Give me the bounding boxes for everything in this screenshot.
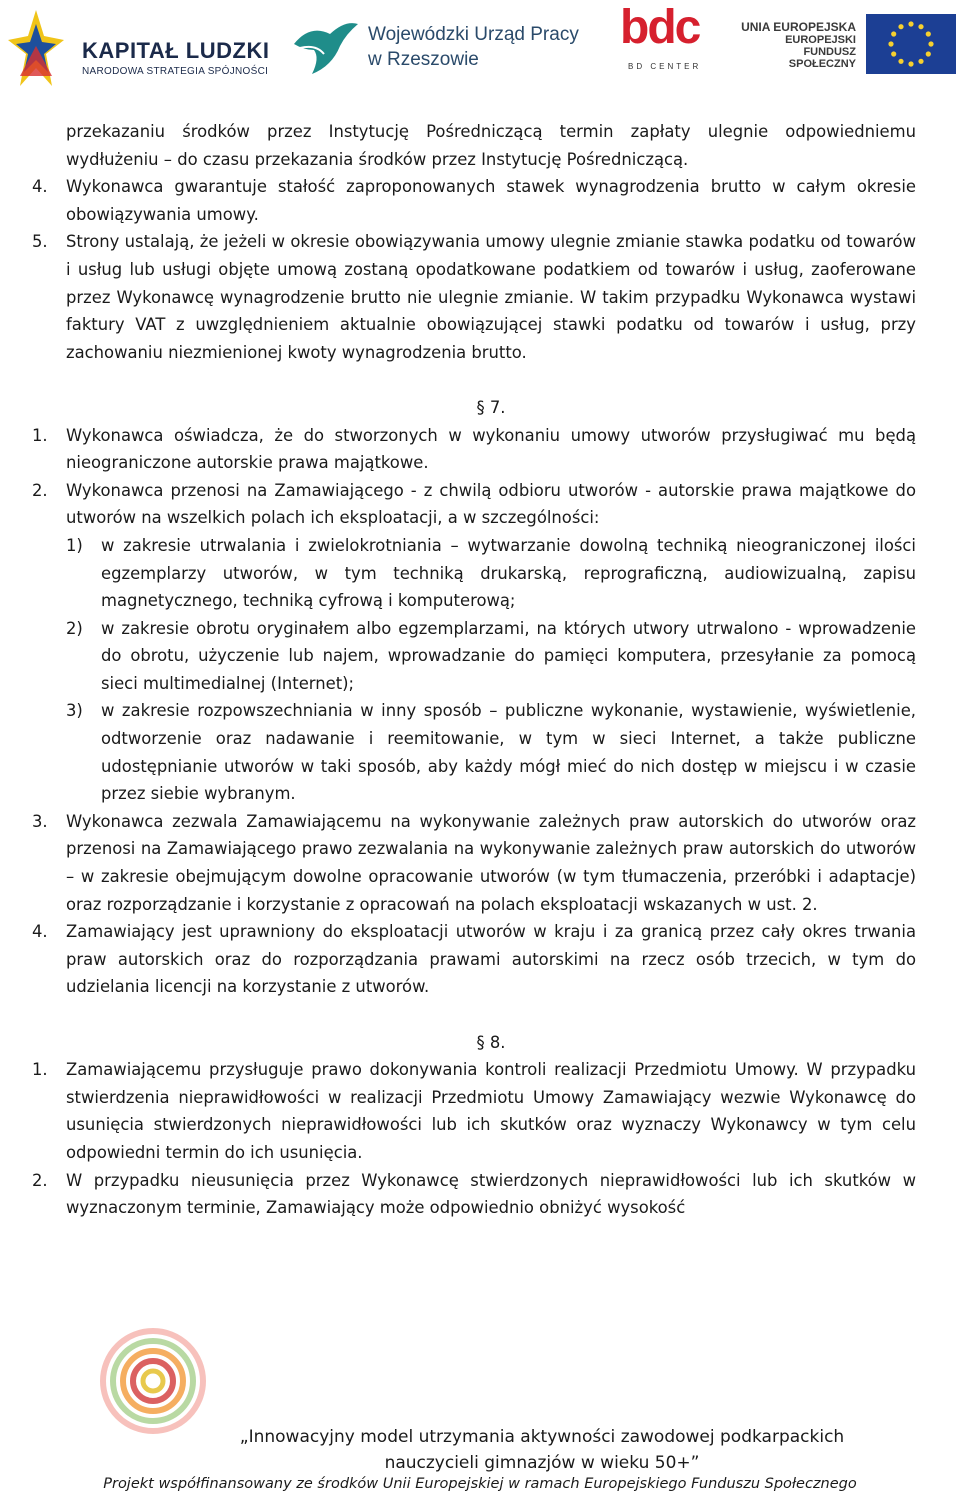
list-number: 3.	[32, 811, 48, 831]
list-item	[32, 228, 916, 366]
list-number: 5.	[32, 232, 48, 252]
footer-title-line1: „Innowacyjny model utrzymania aktywności zawodowej podkarpackich	[239, 1427, 845, 1447]
list-text: Wykonawca gwarantuje stałość zaproponowanych stawek wynagrodzenia brutto w całym okresie obowiązywania umowy.	[66, 177, 916, 224]
bdc-subtitle: BD CENTER	[628, 62, 702, 71]
list-text: Wykonawca przenosi na Zamawiającego - z chwilą odbioru utworów - autorskie prawa majątkowe do utworów na wszelkich polach ich eksploatacji, a w szczególności:	[66, 480, 916, 528]
sub-list-item	[32, 697, 916, 807]
list-text: Zamawiający jest uprawniony do eksploatacji utworów w kraju i za granicą przez cały okres trwania praw autorskich oraz do rozporządzania prawami autorskimi na rzecz osób trzecich, w tym do udzielania licencji na korzystanie z utworów.	[66, 922, 916, 997]
list-item	[32, 477, 916, 532]
kapital-ludzki-subtitle: NARODOWA STRATEGIA SPÓJNOŚCI	[82, 66, 269, 77]
list-number: 1.	[32, 425, 48, 445]
eu-fund-line2: FUNDUSZ SPOŁECZNY	[788, 46, 856, 70]
list-number: 1.	[32, 1060, 48, 1080]
sub-list-number: 1)	[66, 535, 83, 555]
list-text: Zamawiającemu przysługuje prawo dokonywania kontroli realizacji Przedmiotu Umowy. W przypadku stwierdzenia nieprawidłowości w realizacji Przedmiotu Umowy Zamawiający wezwie Wykonawcę do usunięcia stwierdzonych nieprawidłowości lub ich skutków oraz wyznaczy Wykonawcy w tym celu odpowiedni termin do ich usunięcia.	[66, 1060, 916, 1162]
footer-title-line2: nauczycieli gimnazjów w wieku 50+”	[384, 1453, 700, 1473]
project-swirl-logo-icon	[94, 1322, 212, 1440]
footer-cofinancing: Projekt współfinansowany ze środków Unii Europejskiej w ramach Europejskiego Funduszu Społecznego	[103, 1476, 857, 1492]
footer-project-title	[62, 1424, 960, 1476]
sub-list-number: 2)	[66, 618, 83, 638]
section-heading-7: § 7.	[476, 397, 506, 417]
list-text: W przypadku nieusunięcia przez Wykonawcę stwierdzonych nieprawidłowości lub ich skutków w wyznaczonym terminie, Zamawiający może odpowiednio obniżyć wysokość	[66, 1170, 916, 1218]
list-item	[32, 918, 916, 1001]
eu-text	[736, 20, 856, 70]
kapital-ludzki-star-icon	[6, 6, 66, 90]
section-heading-8: § 8.	[476, 1032, 506, 1052]
list-text: Wykonawca oświadcza, że do stworzonych w wykonaniu umowy utworów przysługiwać mu będą nieograniczone autorskie prawa majątkowe.	[66, 425, 916, 473]
sub-list-number: 3)	[66, 701, 83, 721]
list-number: 4.	[32, 177, 48, 197]
list-item	[32, 808, 916, 918]
list-number: 2.	[32, 1170, 48, 1190]
list-text: Strony ustalają, że jeżeli w okresie obowiązywania umowy ulegnie zmianie stawka podatku od towarów i usług lub usługi objęte umową zostaną opodatkowane podatkiem od towarów i usług, zaoferowane przez Wykonawcę wynagrodzenie brutto nie ulegnie zmianie. W takim przypadku Wykonawca wystawi faktury VAT z uwzględnieniem aktualnie obowiązującej stawki podatku od towarów i usług, przy zachowaniu niezmienionej kwoty wynagrodzenia brutto.	[66, 232, 916, 362]
sub-list-text: w zakresie utrwalania i zwielokrotniania – wytwarzanie dowolną techniką nieograniczonej ilości egzemplarzy utworów, w tym techniką drukarską, reprograficzną, audiowizualną, zapisu magnetycznego, techniką cyfrową i komputerową;	[101, 535, 916, 611]
sub-list-item	[32, 532, 916, 615]
paragraph-text: przekazaniu środków przez Instytucję Pośredniczącą termin zapłaty ulegnie odpowiedniemu wydłużeniu – do czasu przekazania środków przez Instytucję Pośredniczącą.	[66, 122, 916, 169]
eu-flag-icon	[866, 14, 956, 74]
kapital-ludzki-title: KAPITAŁ LUDZKI	[82, 38, 270, 63]
sub-list-text: w zakresie rozpowszechniania w inny sposób – publiczne wykonanie, wystawienie, wyświetlenie, odtworzenie oraz nadawanie i reemitowanie, w tym w sieci Internet, a także publiczne udostępnianie utworów w taki sposób, aby każdy mógł mieć do nich dostęp w miejscu i w czasie przez siebie wybranym.	[101, 701, 916, 804]
wup-logo	[290, 14, 590, 84]
list-item	[32, 1167, 916, 1222]
header-logos	[0, 0, 960, 95]
document-body	[32, 118, 916, 1222]
kapital-ludzki-logo	[6, 6, 276, 90]
list-item	[32, 173, 916, 228]
list-item	[32, 422, 916, 477]
wup-bird-icon	[290, 14, 360, 78]
list-number: 4.	[32, 922, 48, 942]
wup-title-line1: Wojewódzki Urząd Pracy	[368, 24, 579, 45]
eu-title: UNIA EUROPEJSKA	[741, 20, 856, 34]
list-number: 2.	[32, 480, 48, 500]
list-text: Wykonawca zezwala Zamawiającemu na wykonywanie zależnych praw autorskich do utworów oraz przenosi na Zamawiającego prawo zezwalania na wykonywanie zależnych praw autorskich do utworów – w zakresie obejmującym dowolne opracowanie utworów (w tym tłumaczenia, przeróbki i adaptacje) oraz rozporządzanie i korzystanie z opracowań na polach eksploatacji wskazanych w ust. 2.	[66, 811, 916, 914]
bdc-logo	[620, 1, 715, 78]
eu-fund-line1: EUROPEJSKI	[785, 34, 856, 46]
paragraph	[32, 118, 916, 173]
eu-logo	[736, 14, 958, 76]
list-item	[32, 1056, 916, 1166]
sub-list-item	[32, 615, 916, 698]
sub-list-text: w zakresie obrotu oryginałem albo egzemplarzami, na których utwory utrwalono - wprowadzenie do obrotu, użyczenie lub najem, wprowadzanie do pamięci komputera, przesyłanie za pomocą sieci multimedialnej (Internet);	[101, 618, 916, 693]
wup-title-line2: w Rzeszowie	[368, 49, 479, 70]
bdc-title: bdc	[620, 1, 700, 54]
